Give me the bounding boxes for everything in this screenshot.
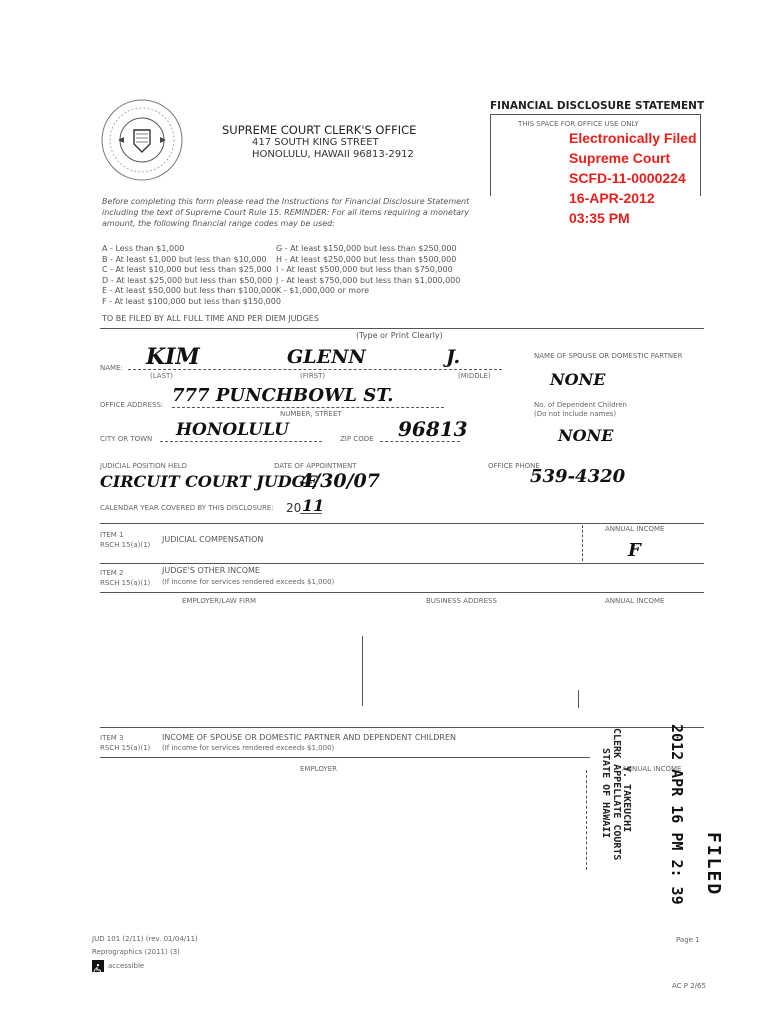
code-i: I - At least $500,000 but less than $750,000 [276,265,453,274]
code-j: J - At least $750,000 but less than $1,000,000 [276,275,461,285]
spouse-label: NAME OF SPOUSE OR DOMESTIC PARTNER [534,352,683,360]
codes-left [102,244,281,307]
efile-line5: 03:35 PM [569,210,630,226]
calendar-label: CALENDAR YEAR COVERED BY THIS DISCLOSURE: [100,504,274,512]
name-last[interactable]: KIM [146,344,200,370]
court-seal [100,98,184,182]
item3-col-income: ANNUAL INCOME [622,765,682,773]
efile-line2: Supreme Court [569,150,671,166]
item2-col-employer: EMPLOYER/LAW FIRM [182,597,256,605]
code-k: K - $1,000,000 or more [276,286,370,295]
name-label: NAME: [100,364,123,372]
code-f: F - At least $100,000 but less than $150,000 [102,296,281,306]
item3-rule: RSCH 15(a)(1) [100,744,151,752]
efile-line3: SCFD-11-0000224 [569,170,686,186]
item3-label: ITEM 3 [100,734,124,742]
name-last-label: (LAST) [150,372,174,380]
instructions-line3: amount, the following financial range codes may be used: [102,219,335,228]
filed-stamp: FILED [703,832,724,897]
code-h: H - At least $250,000 but less than $500,000 [276,254,457,264]
item2-title: JUDGE'S OTHER INCOME [162,566,260,575]
efile-line4: 16-APR-2012 [569,190,655,206]
position-value[interactable]: CIRCUIT COURT JUDGE [100,472,318,491]
zip-label: ZIP CODE [340,435,374,443]
item2-note: (If income for services rendered exceeds $1,000) [162,578,335,586]
phone-value[interactable]: 539-4320 [530,466,626,487]
item2-rule: RSCH 15(a)(1) [100,579,151,587]
calendar-prefix: 20 [286,501,302,515]
office-address-line2: HONOLULU, HAWAII 96813-2912 [252,149,414,160]
footer-accessible: accessible [108,962,145,970]
code-d: D - At least $25,000 but less than $50,000 [102,275,273,285]
clerk-state: STATE OF HAWAII [600,748,611,839]
office-use-label: THIS SPACE FOR OFFICE USE ONLY [518,120,639,128]
appointment-label: DATE OF APPOINTMENT [274,462,357,470]
office-address-label: OFFICE ADDRESS: [100,401,164,409]
item2-col-income: ANNUAL INCOME [605,597,665,605]
office-name: SUPREME COURT CLERK'S OFFICE [222,123,417,137]
calendar-value[interactable]: 11 [302,496,325,515]
name-middle-label: (MIDDLE) [458,372,491,380]
efile-line1: Electronically Filed [569,130,697,146]
item3-title: INCOME OF SPOUSE OR DOMESTIC PARTNER AND DEPENDENT CHILDREN [162,733,456,742]
code-c: C - At least $10,000 but less than $25,000 [102,265,272,274]
item3-note: (If income for services rendered exceeds $1,000) [162,744,335,752]
type-print-note: (Type or Print Clearly) [356,331,443,340]
filed-date: 2012 APR 16 PM 2: 39 [668,724,686,905]
accessibility-icon [92,960,104,972]
item3-col-employer: EMPLOYER [300,765,338,773]
name-first[interactable]: GLENN [287,346,366,368]
code-e: E - At least $50,000 but less than $100,000 [102,286,277,295]
instructions-line1: Before completing this form please read the Instructions for Financial Disclosure Statement [102,197,470,206]
form-title: FINANCIAL DISCLOSURE STATEMENT [490,100,705,112]
office-address-value[interactable]: 777 PUNCHBOWL ST. [172,385,394,406]
instructions-line2: including the text of Supreme Court Rule 15. REMINDER: For all items requiring a monetary [102,208,470,217]
name-first-label: (FIRST) [300,372,326,380]
item2-col-address: BUSINESS ADDRESS [426,597,497,605]
phone-label: OFFICE PHONE [488,462,540,470]
office-address-sublabel: NUMBER, STREET [280,410,342,418]
code-g: G - At least $150,000 but less than $250,000 [276,244,457,253]
office-address-line1: 417 SOUTH KING STREET [252,137,379,148]
position-label: JUDICIAL POSITION HELD [100,462,188,470]
clerk-name: Y. TAKEUCHI [621,766,632,833]
item1-income-value[interactable]: F [628,540,641,561]
code-a: A - Less than $1,000 [102,244,185,253]
footer-code: AC P 2/65 [672,982,706,990]
item1-label: ITEM 1 [100,531,124,539]
city-label: CITY OR TOWN [100,435,153,443]
code-b: B - At least $1,000 but less than $10,000 [102,254,267,264]
item1-title: JUDICIAL COMPENSATION [162,535,264,544]
filed-by-note: TO BE FILED BY ALL FULL TIME AND PER DIEM JUDGES [102,314,319,323]
city-value[interactable]: HONOLULU [176,420,289,440]
clerk-office: CLERK APPELLATE COURTS [611,728,622,861]
name-middle[interactable]: J. [446,346,461,368]
item2-label: ITEM 2 [100,569,124,577]
spouse-value[interactable]: NONE [550,370,606,389]
codes-right [276,244,460,297]
appointment-value[interactable]: 4/30/07 [300,470,380,492]
footer-page: Page 1 [676,936,700,944]
children-label2: (Do not include names) [534,410,617,418]
item1-rule: RSCH 15(a)(1) [100,541,151,549]
children-label1: No. of Dependent Children [534,401,627,409]
footer-form-no: JUD 101 (2/11) (rev. 01/04/11) [92,935,198,943]
zip-value[interactable]: 96813 [398,417,468,441]
footer-repro: Reprographics (2011) (3) [92,948,180,956]
children-value[interactable]: NONE [558,426,614,445]
item1-income-label: ANNUAL INCOME [605,525,665,533]
